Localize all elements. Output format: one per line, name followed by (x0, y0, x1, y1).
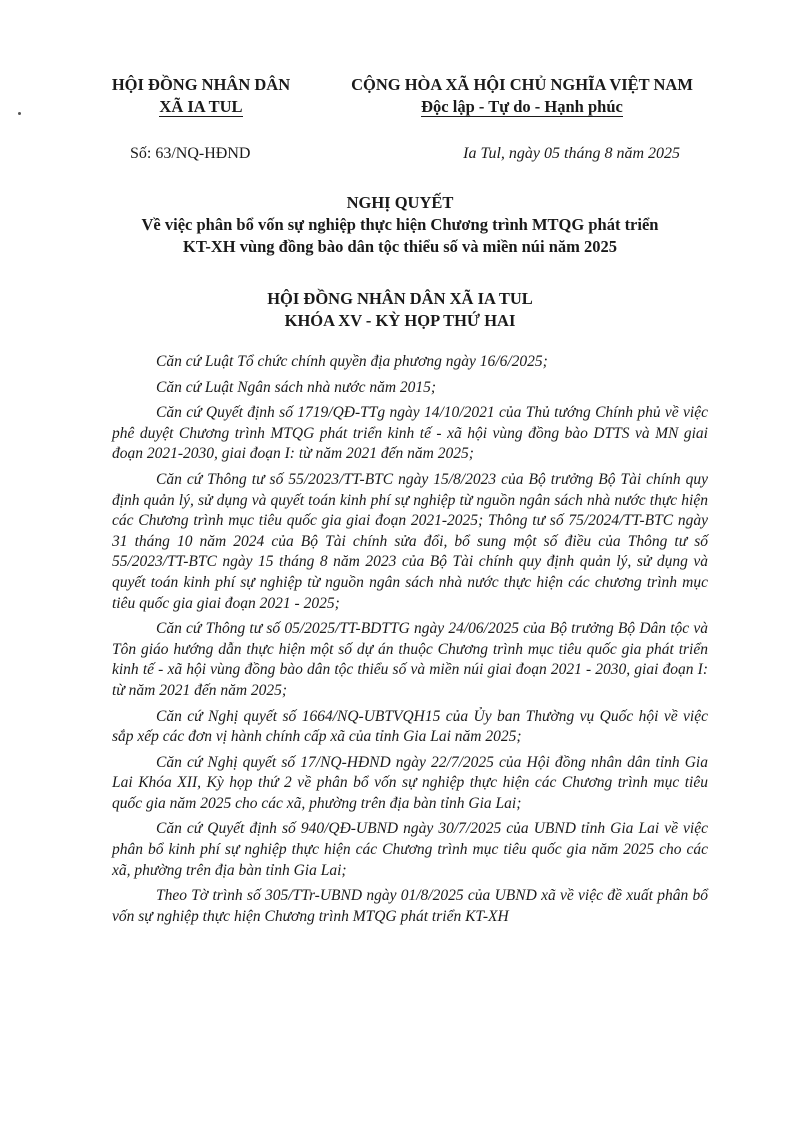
legal-basis-paragraph: Căn cứ Nghị quyết số 1664/NQ-UBTVQH15 của Ủy ban Thường vụ Quốc hội về việc sắp xếp các đơn vị hành chính cấp xã của tỉnh Gia Lai năm 2025; (112, 707, 708, 746)
nation-name: CỘNG HÒA XÃ HỘI CHỦ NGHĨA VIỆT NAM (351, 75, 693, 94)
date-line: Ia Tul, ngày 05 tháng 8 năm 2025 (463, 145, 680, 162)
document-header (96, 74, 718, 124)
legal-basis-paragraph: Căn cứ Quyết định số 1719/QĐ-TTg ngày 14/10/2021 của Thủ tướng Chính phủ về việc phê duyệt Chương trình MTQG phát triển kinh tế - xã hội vùng đồng bào DTTS và MN giai đoạn 2021-2030, giai đoạn I: từ năm 2021 đến năm 2025; (112, 404, 708, 463)
council-name: HỘI ĐỒNG NHÂN DÂN XÃ IA TUL (267, 289, 533, 308)
council-session: KHÓA XV - KỲ HỌP THỨ HAI (284, 311, 516, 330)
legal-basis-paragraph: Căn cứ Luật Tổ chức chính quyền địa phương ngày 16/6/2025; (156, 353, 548, 370)
org-name-line1: HỘI ĐỒNG NHÂN DÂN (111, 75, 291, 94)
document-body (112, 352, 708, 932)
number-date-row (130, 145, 680, 167)
legal-basis-paragraph: Căn cứ Thông tư số 55/2023/TT-BTC ngày 15/8/2023 của Bộ trưởng Bộ Tài chính quy định quản lý, sử dụng và quyết toán kinh phí sự nghiệp từ nguồn ngân sách nhà nước thực hiện các Chương trình mục tiêu quốc gia giai đoạn 2021-2025; Thông tư số 75/2024/TT-BTC ngày 31 tháng 10 năm 2024 của Bộ Tài chính sửa đổi, bổ sung một số điều của Thông tư số 55/2023/TT-BTC ngày 15 tháng 8 năm 2023 của Bộ Tài chính quy định quản lý, sử dụng và quyết toán kinh phí sự nghiệp từ nguồn ngân sách nhà nước thực hiện các chương trình mục tiêu quốc gia giai đoạn 2021 - 2025; (112, 470, 708, 612)
document-number: Số: 63/NQ-HĐND (130, 145, 251, 162)
title-subject-line2: KT-XH vùng đồng bào dân tộc thiểu số và miền núi năm 2025 (183, 237, 617, 256)
legal-basis-paragraph: Căn cứ Quyết định số 940/QĐ-UBND ngày 30/7/2025 của UBND tỉnh Gia Lai về việc phân bổ kinh phí sự nghiệp thực hiện các Chương trình mục tiêu quốc gia năm 2025 cho các xã, phường trên địa bàn tỉnh Gia Lai; (112, 820, 708, 879)
national-motto (326, 74, 718, 118)
council-heading (60, 288, 740, 332)
legal-basis-paragraph: Căn cứ Luật Ngân sách nhà nước năm 2015; (156, 378, 437, 396)
title-type: NGHỊ QUYẾT (346, 193, 454, 212)
issuing-organization (96, 74, 306, 118)
document-title (60, 192, 740, 258)
scan-speck (18, 112, 21, 115)
nation-motto: Độc lập - Tự do - Hạnh phúc (421, 97, 623, 116)
legal-basis-paragraph: Căn cứ Nghị quyết số 17/NQ-HĐND ngày 22/7/2025 của Hội đồng nhân dân tỉnh Gia Lai Khóa XII, Kỳ họp thứ 2 về phân bổ vốn sự nghiệp thực hiện các Chương trình mục tiêu quốc gia năm 2025 cho các xã, phường trên địa bàn tỉnh Gia Lai; (112, 753, 708, 812)
proposal-paragraph: Theo Tờ trình số 305/TTr-UBND ngày 01/8/2025 của UBND xã về việc đề xuất phân bổ vốn sự nghiệp thực hiện Chương trình MTQG phát triển KT-XH (112, 887, 708, 925)
org-name-line2: XÃ IA TUL (159, 97, 243, 116)
legal-basis-paragraph: Căn cứ Thông tư số 05/2025/TT-BDTTG ngày 24/06/2025 của Bộ trưởng Bộ Dân tộc và Tôn giáo hướng dẫn thực hiện một số dự án thuộc Chương trình mục tiêu quốc gia phát triển kinh tế - xã hội vùng đồng bào dân tộc thiểu số và miền núi giai đoạn 2021 - 2030, giai đoạn I: từ năm 2021 đến năm 2025; (112, 620, 708, 699)
title-subject-line1: Về việc phân bổ vốn sự nghiệp thực hiện Chương trình MTQG phát triển (141, 215, 659, 234)
